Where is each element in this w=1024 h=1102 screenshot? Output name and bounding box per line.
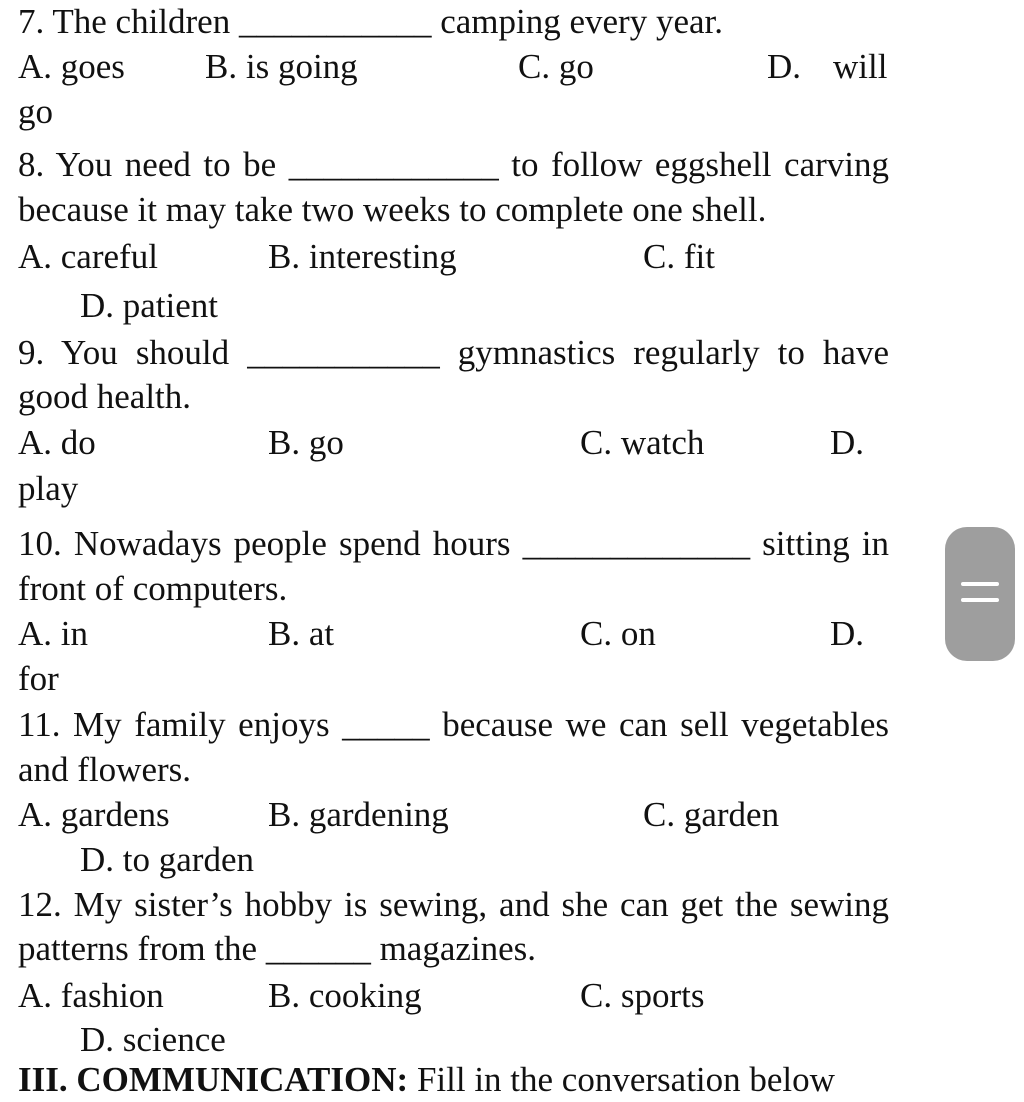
q7-option-d-wrap: go xyxy=(18,92,53,131)
q9-option-c: C. watch xyxy=(580,423,705,462)
q10-stem-line1: 10. Nowadays people spend hours _____________ sitting in xyxy=(18,524,889,563)
q9-option-d-wrap: play xyxy=(18,469,79,508)
q8-option-d: D. patient xyxy=(80,286,219,325)
q10-option-c: C. on xyxy=(580,614,656,653)
grip-line-top xyxy=(961,582,999,586)
q11-stem-line2: and flowers. xyxy=(18,750,192,789)
q10-option-b: B. at xyxy=(268,614,335,653)
q9-stem-line1: 9. You should ___________ gymnastics regularly to have xyxy=(18,333,889,372)
q12-stem-line1: 12. My sister’s hobby is sewing, and she can get the sewing xyxy=(18,885,889,924)
q8-stem-line2: because it may take two weeks to complete one shell. xyxy=(18,190,767,229)
q7-option-a: A. goes xyxy=(18,47,125,86)
q7-stem: 7. The children ___________ camping every year. xyxy=(18,2,723,41)
q9-option-a: A. do xyxy=(18,423,96,462)
q10-option-d-wrap: for xyxy=(18,659,59,698)
q11-option-c: C. garden xyxy=(643,795,780,834)
q10-stem-line2: front of computers. xyxy=(18,569,288,608)
q7-option-d-letter: D. xyxy=(767,47,802,86)
q12-option-d: D. science xyxy=(80,1020,226,1059)
grip-line-bottom xyxy=(961,598,999,602)
q8-option-b: B. interesting xyxy=(268,237,457,276)
q9-option-b: B. go xyxy=(268,423,344,462)
q8-option-a: A. careful xyxy=(18,237,158,276)
section-heading-title: III. COMMUNICATION: xyxy=(18,1060,409,1099)
q11-option-b: B. gardening xyxy=(268,795,449,834)
q8-stem-line1: 8. You need to be ____________ to follow eggshell carving xyxy=(18,145,889,184)
q10-option-a: A. in xyxy=(18,614,88,653)
scroll-handle[interactable] xyxy=(945,527,1015,661)
q9-stem-line2: good health. xyxy=(18,377,192,416)
q10-option-d: D. xyxy=(830,614,865,653)
section-heading-instruction: Fill in the conversation below xyxy=(408,1060,835,1099)
q12-stem-line2: patterns from the ______ magazines. xyxy=(18,929,537,968)
q9-option-d: D. xyxy=(830,423,865,462)
q8-option-c: C. fit xyxy=(643,237,715,276)
q7-option-d-text: will xyxy=(833,47,888,86)
section-heading xyxy=(18,1058,835,1102)
q11-option-d: D. to garden xyxy=(80,840,254,879)
q11-option-a: A. gardens xyxy=(18,795,170,834)
q7-option-c: C. go xyxy=(518,47,594,86)
q12-option-a: A. fashion xyxy=(18,976,164,1015)
q12-option-c: C. sports xyxy=(580,976,705,1015)
q12-option-b: B. cooking xyxy=(268,976,422,1015)
q11-stem-line1: 11. My family enjoys _____ because we can sell vegetables xyxy=(18,705,889,744)
q7-option-b: B. is going xyxy=(205,47,358,86)
